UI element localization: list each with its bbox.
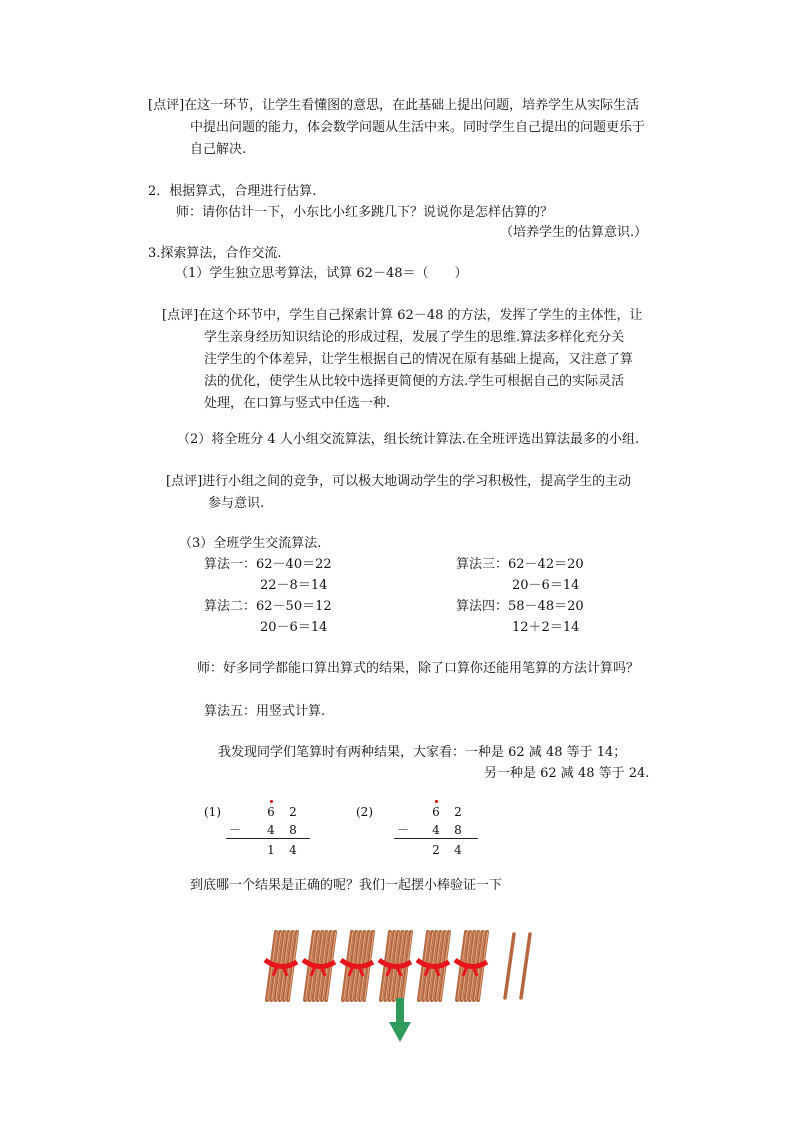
single-stick bbox=[521, 934, 530, 998]
found-line1: 我发现同学们笔算时有两种结果，大家看：一种是 62 减 48 等于 14； bbox=[218, 745, 627, 760]
teacher-question-written: 师：好多同学都能口算出算式的结果，除了口算你还能用笔算的方法计算吗？ bbox=[197, 661, 640, 676]
result-line bbox=[226, 838, 310, 839]
vertical1-label: (1) bbox=[204, 805, 221, 819]
method3-line1: 算法三：62－42＝20 bbox=[456, 557, 584, 572]
vertical2-result-ones: 4 bbox=[454, 843, 462, 857]
down-arrow-icon bbox=[389, 998, 411, 1042]
stick-bundle bbox=[265, 932, 298, 1000]
estimate-note: （培养学生的估算意识.） bbox=[500, 225, 648, 240]
minus-sign: － bbox=[396, 823, 409, 837]
remark1-line3: 自己解决. bbox=[190, 142, 247, 157]
vertical2-result-tens: 2 bbox=[432, 843, 440, 857]
vertical1-top-ones: 2 bbox=[289, 805, 297, 819]
vertical1-result-ones: 4 bbox=[289, 843, 297, 857]
vertical-subtraction-2 bbox=[356, 800, 481, 860]
vertical1-top-tens: 6 bbox=[267, 805, 275, 819]
remark2-line4: 法的优化，使学生从比较中选择更简便的方法.学生可根据自己的实际灵活 bbox=[204, 374, 625, 389]
method4-line2: 12＋2＝14 bbox=[512, 620, 580, 635]
vertical2-mid-tens: 4 bbox=[432, 823, 440, 837]
method3-line2: 20－6＝14 bbox=[512, 578, 580, 593]
stick-bundle bbox=[417, 932, 450, 1000]
step1-line: （1）学生独立思考算法，试算 62－48＝（ ） bbox=[175, 266, 468, 281]
vertical2-mid-ones: 8 bbox=[454, 823, 462, 837]
method2-line1: 算法二：62－50＝12 bbox=[204, 599, 332, 614]
method2-line2: 20－6＝14 bbox=[260, 620, 328, 635]
remark2-line5: 处理，在口算与竖式中任选一种. bbox=[204, 396, 391, 411]
stick-bundle bbox=[455, 932, 488, 1000]
remark3-line2: 参与意识. bbox=[208, 496, 265, 511]
stick-bundle bbox=[379, 932, 412, 1000]
vertical2-top-tens: 6 bbox=[432, 805, 440, 819]
vertical-subtraction-1 bbox=[204, 800, 314, 860]
teacher-question-estimate: 师：请你估计一下，小东比小红多跳几下？说说你是怎样估算的？ bbox=[176, 205, 554, 220]
borrow-dot bbox=[270, 800, 273, 803]
stick-bundles-illustration bbox=[263, 930, 553, 1005]
stick-bundle bbox=[303, 932, 336, 1000]
vertical1-mid-tens: 4 bbox=[267, 823, 275, 837]
method5-line: 算法五：用竖式计算. bbox=[204, 704, 326, 719]
borrow-dot bbox=[435, 800, 438, 803]
remark2-line3: 注学生的个体差异，让学生根据自己的情况在原有基础上提高，又注意了算 bbox=[204, 352, 634, 367]
single-stick bbox=[505, 934, 514, 998]
vertical1-result-tens: 1 bbox=[267, 843, 275, 857]
found-line2: 另一种是 62 减 48 等于 24. bbox=[484, 766, 650, 781]
method1-line1: 算法一：62－40＝22 bbox=[204, 557, 332, 572]
method4-line1: 算法四：58－48＝20 bbox=[456, 599, 584, 614]
result-line bbox=[394, 838, 478, 839]
remark1-line2: 中提出问题的能力，体会数学问题从生活中来。同时学生自己提出的问题更乐于 bbox=[190, 120, 646, 135]
step3-line: （3）全班学生交流算法. bbox=[179, 536, 322, 551]
step2-line: （2）将全班分 4 人小组交流算法，组长统计算法.在全班评选出算法最多的小组. bbox=[177, 432, 640, 447]
stick-bundle bbox=[341, 932, 374, 1000]
remark2-line2: 学生亲身经历知识结论的形成过程，发展了学生的思维.算法多样化充分关 bbox=[204, 330, 625, 345]
section2-heading: 2．根据算式，合理进行估算. bbox=[148, 184, 317, 199]
remark3-line1: [点评]进行小组之间的竞争，可以极大地调动学生的学习积极性，提高学生的主动 bbox=[166, 474, 632, 489]
remark1-line1: [点评]在这一环节，让学生看懂图的意思，在此基础上提出问题，培养学生从实际生活 bbox=[148, 98, 640, 113]
vertical2-label: (2) bbox=[356, 805, 373, 819]
vertical1-mid-ones: 8 bbox=[289, 823, 297, 837]
question-line: 到底哪一个结果是正确的呢？我们一起摆小棒验证一下 bbox=[190, 878, 503, 893]
remark2-line1: [点评]在这个环节中，学生自己探索计算 62－48 的方法，发挥了学生的主体性，让 bbox=[162, 308, 643, 323]
method1-line2: 22－8＝14 bbox=[260, 578, 328, 593]
minus-sign: － bbox=[228, 823, 241, 837]
vertical2-top-ones: 2 bbox=[454, 805, 462, 819]
section3-heading: 3.探索算法，合作交流. bbox=[148, 246, 282, 261]
